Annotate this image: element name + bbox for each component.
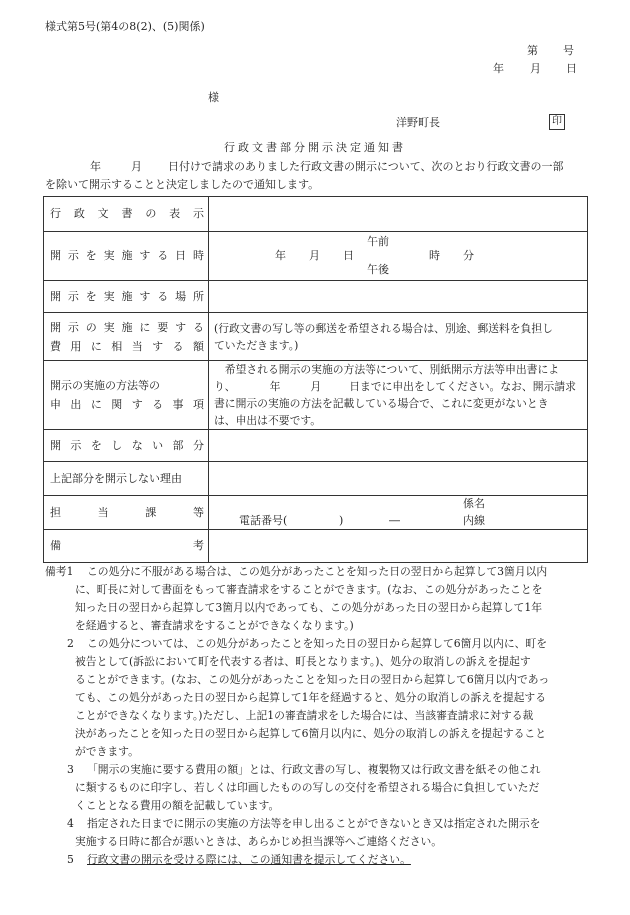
- label-reason: [44, 462, 209, 496]
- label-char: 示: [70, 438, 82, 452]
- label-char: 施: [121, 249, 133, 263]
- label-char: 等: [192, 505, 204, 519]
- label-char: る: [157, 249, 169, 263]
- note-head: 備考1: [45, 565, 74, 578]
- note-3-number: 3: [67, 763, 74, 776]
- row-remarks: [44, 530, 588, 563]
- label-char: 課: [145, 505, 157, 519]
- label-text: [50, 249, 204, 262]
- row-date-time: [44, 232, 588, 281]
- method-note-2: り、 年 月 日までに申出をしてください。なお、開示請求: [214, 380, 576, 393]
- label-char: す: [131, 398, 143, 411]
- label-char: 費: [50, 339, 61, 353]
- label-char: 日: [175, 249, 187, 263]
- label-char: を: [90, 438, 102, 452]
- row-reason: [44, 462, 588, 496]
- label-char: に: [139, 320, 151, 334]
- label-method: [44, 361, 209, 430]
- note-4: [45, 815, 590, 851]
- row-place: [44, 281, 588, 313]
- document-title: 行政文書部分開示決定通知書: [224, 141, 406, 154]
- intro-line-2: を除いて開示することと決定しましたので通知します。: [45, 178, 320, 191]
- label-char: 担: [50, 505, 61, 519]
- label-char: 開: [50, 320, 61, 334]
- label-char: を: [85, 289, 97, 303]
- label-char: 示: [192, 207, 204, 221]
- number-dai: 第: [527, 44, 538, 57]
- label-char: 開: [50, 289, 61, 303]
- value-undisclosed[interactable]: [209, 430, 588, 462]
- dt-year: 年: [275, 249, 286, 262]
- cost-note-2: ていただきます。): [214, 338, 299, 352]
- label-text: [50, 290, 204, 303]
- dt-minute: 分: [463, 249, 474, 262]
- label-char: に: [90, 398, 102, 411]
- dt-am: 午前: [367, 235, 389, 248]
- label-char: い: [152, 438, 164, 452]
- kakari-label: 係名: [463, 496, 485, 510]
- seal-mark: 印: [549, 114, 565, 130]
- note-4-text: 指定された日までに開示の実施の方法等を申し出ることができないとき又は指定された開示を 実施する日時に都合が悪いときは、あらかじめ担当課等へご連絡ください。: [75, 817, 541, 848]
- label-date-time: [44, 232, 209, 281]
- label-char: 事: [172, 398, 184, 411]
- label-char: す: [175, 320, 187, 334]
- label-char: 所: [193, 289, 204, 303]
- label-char: 出: [70, 398, 82, 411]
- method-note-3: 書に開示の実施の方法を記載している場合で、これに変更がないとき: [214, 397, 549, 410]
- label-char: 文: [97, 207, 109, 221]
- date-month: 月: [530, 62, 541, 75]
- row-cost: [44, 313, 588, 361]
- label-char: 額: [192, 339, 204, 353]
- label-char: る: [172, 339, 184, 353]
- label-char: に: [90, 339, 102, 353]
- label-char: 分: [192, 438, 204, 452]
- label-text: [50, 337, 204, 356]
- label-char: 政: [73, 207, 85, 221]
- label-char: 部: [172, 438, 184, 452]
- value-date-time[interactable]: [209, 232, 588, 281]
- method-note-4: は、申出は不要です。: [214, 414, 322, 427]
- value-reason[interactable]: [209, 462, 588, 496]
- label-char: 開: [50, 438, 61, 452]
- label-place: [44, 281, 209, 313]
- label-char: す: [139, 289, 151, 303]
- label-cost: [44, 313, 209, 361]
- label-reason-text: 上記部分を開示しない理由: [50, 471, 182, 485]
- value-method: [209, 361, 588, 430]
- note-1-text: この処分に不服がある場合は、この処分があったことを知った日の翌日から起算して3箇月以内 に、町長に対して書面をもって審査請求をすることができます。(なお、この処分があったことを 知った日の翌日から起算して3箇月以内であっても、この処分があった日の翌日から起算して1年 を経過すると、審査請求をすることができなくなります。): [75, 565, 548, 632]
- note-3: [45, 761, 590, 815]
- label-char: 備: [50, 539, 61, 553]
- intro-line-1: [90, 160, 564, 173]
- label-char: 用: [70, 339, 82, 353]
- remarks-notes: [45, 563, 590, 869]
- label-char: 示: [67, 289, 79, 303]
- label-char: る: [152, 398, 164, 411]
- label-document-name: [44, 197, 209, 232]
- label-char: 要: [157, 320, 169, 334]
- label-char: の: [145, 207, 157, 221]
- row-document-name: [44, 197, 588, 232]
- note-2-number: 2: [67, 637, 74, 650]
- label-char: す: [139, 249, 151, 263]
- sender: 洋野町長: [396, 116, 440, 129]
- note-2-text: この処分については、この処分があったことを知った日の翌日から起算して6箇月以内に、町を 被告として(訴訟において町を代表する者は、町長となります。)、処分の取消しの訴えを提起す ることができます。(なお、この処分があったことを知った日の翌日から起算して6箇月以内であっ ても、この処分があった日の翌日から起算して1年を経過すると、処分の取消しの訴えを提起する ことができなくなります。)ただし、上記1の審査請求をした場合には、当該審査請求に対する裁 決があったことを知った日の翌日から起算して6箇月以内に、処分の取消しの訴えを提起すること ができます。: [75, 637, 550, 758]
- label-char: 書: [121, 207, 133, 221]
- label-undisclosed: [44, 430, 209, 462]
- label-text: [50, 506, 204, 519]
- label-text: [50, 318, 204, 337]
- note-3-text: 「開示の実施に要する費用の額」とは、行政文書の写し、複製物又は行政文書を紙その他これ に類するものに印字し、若しくは印画したものの写しの交付を希望される場合に負担していただ くこととなる費用の額を記載しています。: [75, 763, 541, 812]
- label-text: [50, 539, 204, 552]
- label-char: 相: [111, 339, 123, 353]
- label-char: す: [152, 339, 164, 353]
- label-char: る: [157, 289, 169, 303]
- label-char: 実: [103, 249, 115, 263]
- label-char: 施: [121, 289, 133, 303]
- dt-month: 月: [309, 249, 320, 262]
- intro-year: 年: [90, 160, 101, 173]
- label-text: [50, 207, 204, 220]
- label-char: 申: [50, 398, 61, 411]
- addressee: 様: [208, 91, 219, 104]
- intro-text-1: 日付けで請求のありました行政文書の開示について、次のとおり行政文書の一部: [168, 160, 564, 173]
- date-day: 日: [566, 62, 577, 75]
- dt-day: 日: [343, 249, 354, 262]
- note-1: [45, 563, 590, 635]
- number-go: 号: [563, 44, 574, 57]
- value-remarks[interactable]: [209, 530, 588, 563]
- label-remarks: [44, 530, 209, 563]
- form-number: 様式第5号(第4の8(2)、(5)関係): [45, 20, 205, 33]
- row-section: [44, 496, 588, 530]
- cost-note-1: (行政文書の写し等の郵送を希望される場合は、別途、郵送料を負担し: [214, 321, 553, 335]
- label-char: し: [111, 438, 123, 452]
- label-char: 示: [67, 249, 79, 263]
- label-char: な: [131, 438, 143, 452]
- note-5-number: 5: [67, 853, 74, 866]
- dt-pm: 午後: [367, 263, 389, 276]
- intro-month: 月: [131, 160, 142, 173]
- label-char: 実: [103, 320, 115, 334]
- label-char: 考: [193, 539, 204, 553]
- label-char: 関: [111, 398, 123, 411]
- disclosure-table: [43, 196, 588, 563]
- value-cost: [209, 313, 588, 361]
- row-undisclosed: [44, 430, 588, 462]
- value-section[interactable]: [209, 496, 588, 530]
- label-char: る: [193, 320, 204, 334]
- label-char: を: [85, 249, 97, 263]
- phone-dash: ―: [389, 513, 400, 527]
- note-4-number: 4: [67, 817, 74, 830]
- value-document-name[interactable]: [209, 197, 588, 232]
- label-char: 当: [131, 339, 143, 353]
- date-year: 年: [493, 62, 504, 75]
- label-method-line-1: 開示の実施の方法等の: [50, 379, 160, 392]
- label-char: 項: [192, 398, 204, 411]
- label-char: 開: [50, 249, 61, 263]
- row-method: [44, 361, 588, 430]
- note-2: [45, 635, 590, 761]
- label-char: 時: [193, 249, 204, 263]
- phone-close: ): [339, 513, 344, 527]
- phone-label: 電話番号(: [239, 513, 288, 527]
- value-place[interactable]: [209, 281, 588, 313]
- note-5-text: 行政文書の開示を受ける際には、この通知書を提示してください。: [87, 853, 411, 866]
- label-char: 示: [67, 320, 79, 334]
- label-section: [44, 496, 209, 530]
- label-char: 当: [97, 505, 109, 519]
- extension-label: 内線: [463, 513, 485, 527]
- label-char: の: [85, 320, 97, 334]
- label-char: 実: [103, 289, 115, 303]
- label-char: 施: [121, 320, 133, 334]
- label-char: 表: [169, 207, 181, 221]
- label-char: 場: [175, 289, 187, 303]
- note-5: [45, 851, 590, 869]
- label-text: [50, 395, 204, 414]
- dt-hour: 時: [429, 249, 440, 262]
- label-char: 行: [50, 207, 61, 221]
- method-note-1: 希望される開示の実施の方法等について、別紙開示方法等申出書によ: [214, 363, 560, 376]
- label-text: [50, 439, 204, 452]
